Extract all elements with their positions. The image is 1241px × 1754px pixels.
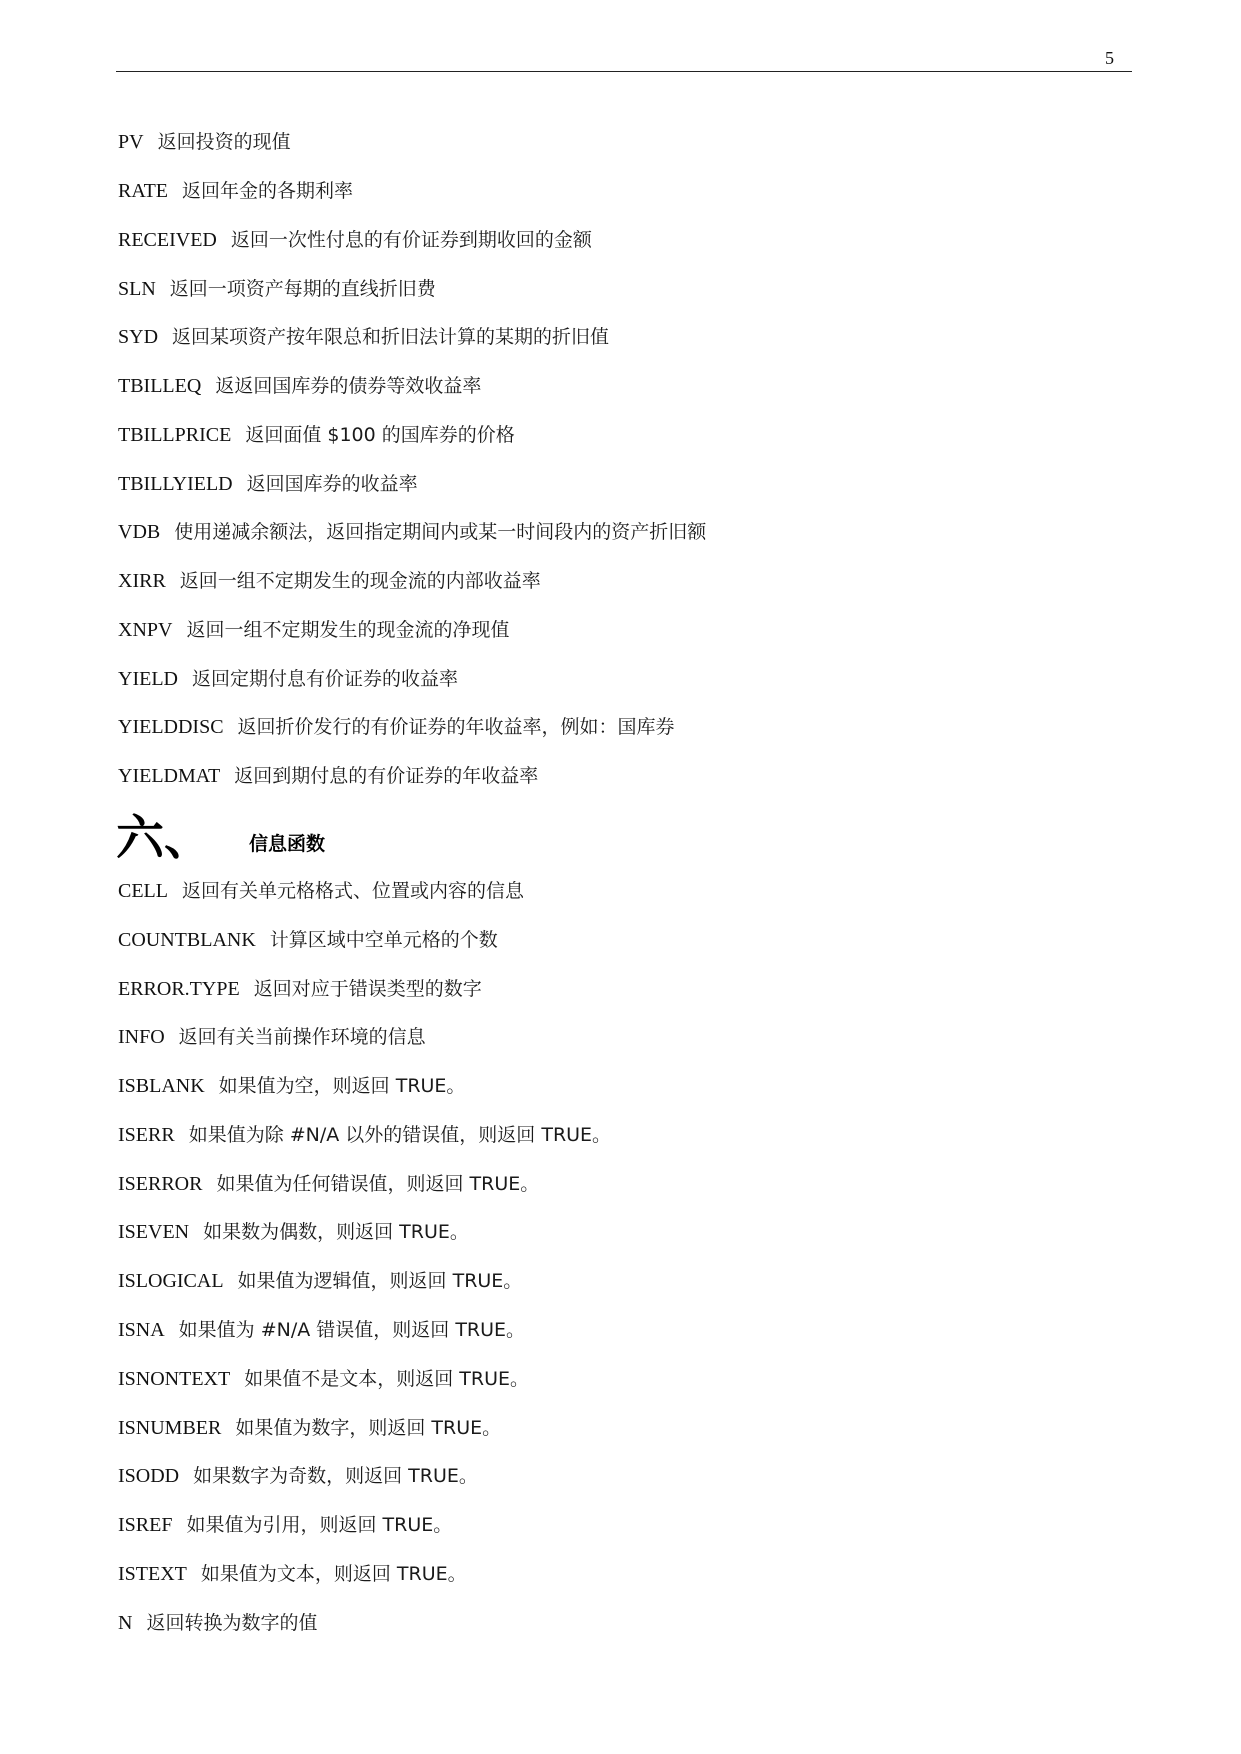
- entry-xnpv: [118, 615, 509, 645]
- entry-isna: [118, 1315, 525, 1345]
- header-rule: [116, 71, 1132, 72]
- function-description: 如果值为逻辑值，则返回 TRUE。: [237, 1270, 523, 1292]
- function-name: COUNTBLANK: [118, 929, 256, 951]
- entry-received: [118, 225, 592, 255]
- function-name: SLN: [118, 278, 156, 300]
- function-name: PV: [118, 131, 144, 153]
- function-name: INFO: [118, 1026, 165, 1048]
- function-description: 如果值为空，则返回 TRUE。: [218, 1075, 466, 1097]
- entry-countblank: [118, 925, 498, 955]
- entry-isnontext: [118, 1364, 529, 1394]
- function-description: 如果数字为奇数，则返回 TRUE。: [193, 1465, 478, 1487]
- function-description: 如果值不是文本，则返回 TRUE。: [244, 1368, 529, 1390]
- entry-istext: [118, 1559, 467, 1589]
- function-description: 如果数为偶数，则返回 TRUE。: [203, 1221, 469, 1243]
- function-name: ISERR: [118, 1124, 175, 1146]
- function-name: ISLOGICAL: [118, 1270, 224, 1292]
- function-description: 返返回国库券的债券等效收益率: [215, 375, 482, 397]
- function-description: 返回国库券的收益率: [246, 473, 418, 495]
- function-description: 返回有关单元格格式、位置或内容的信息: [182, 880, 525, 902]
- function-description: 返回有关当前操作环境的信息: [178, 1026, 426, 1048]
- entry-n: [118, 1608, 317, 1638]
- function-description: 返回年金的各期利率: [182, 180, 354, 202]
- entry-tbilleq: [118, 371, 481, 401]
- function-name: RATE: [118, 180, 168, 202]
- function-description: 如果值为文本，则返回 TRUE。: [200, 1563, 467, 1585]
- function-name: ISERROR: [118, 1173, 203, 1195]
- function-name: TBILLYIELD: [118, 473, 233, 495]
- entry-tbillprice: [118, 420, 515, 450]
- entry-sln: [118, 274, 436, 304]
- function-description: 返回一组不定期发生的现金流的内部收益率: [179, 570, 541, 592]
- entry-tbillyield: [118, 469, 418, 499]
- function-name: ISNUMBER: [118, 1417, 222, 1439]
- entry-vdb: [118, 517, 706, 547]
- function-name: ISBLANK: [118, 1075, 205, 1097]
- function-name: ISNA: [118, 1319, 165, 1341]
- function-name: XIRR: [118, 570, 166, 592]
- function-name: ISEVEN: [118, 1221, 190, 1243]
- function-description: 返回对应于错误类型的数字: [253, 978, 482, 1000]
- function-description: 如果值为数字，则返回 TRUE。: [235, 1417, 502, 1439]
- function-name: XNPV: [118, 619, 173, 641]
- function-description: 返回一次性付息的有价证券到期收回的金额: [230, 229, 592, 251]
- function-description: 返回一组不定期发生的现金流的净现值: [186, 619, 510, 641]
- function-description: 返回面值 $100 的国库券的价格: [245, 424, 515, 446]
- entry-isodd: [118, 1461, 478, 1491]
- function-name: RECEIVED: [118, 229, 217, 251]
- entry-islogical: [118, 1266, 522, 1296]
- function-description: 如果值为除 #N/A 以外的错误值，则返回 TRUE。: [188, 1124, 612, 1146]
- function-description: 返回定期付息有价证券的收益率: [191, 668, 458, 690]
- entry-rate: [118, 176, 353, 206]
- entry-iseven: [118, 1217, 469, 1247]
- entry-yieldmat: [118, 761, 538, 791]
- entry-syd: [118, 322, 609, 352]
- function-description: 返回某项资产按年限总和折旧法计算的某期的折旧值: [172, 326, 610, 348]
- entry-pv: [118, 127, 291, 157]
- function-name: ISREF: [118, 1514, 173, 1536]
- section-title: 信息函数: [249, 833, 326, 855]
- function-name: YIELDMAT: [118, 765, 221, 787]
- function-description: 计算区域中空单元格的个数: [269, 929, 498, 951]
- entry-yielddisc: [118, 712, 675, 742]
- function-name: ERROR.TYPE: [118, 978, 240, 1000]
- function-description: 如果值为引用，则返回 TRUE。: [186, 1514, 453, 1536]
- function-description: 如果值为 #N/A 错误值，则返回 TRUE。: [178, 1319, 526, 1341]
- entry-xirr: [118, 566, 541, 596]
- section-numeral: 六、: [116, 810, 213, 866]
- function-name: YIELD: [118, 668, 178, 690]
- function-name: TBILLPRICE: [118, 424, 232, 446]
- function-description: 返回一项资产每期的直线折旧费: [169, 278, 436, 300]
- entry-error-type: [118, 974, 482, 1004]
- function-description: 返回到期付息的有价证券的年收益率: [234, 765, 539, 787]
- function-name: ISODD: [118, 1465, 180, 1487]
- entry-isref: [118, 1510, 452, 1540]
- function-name: N: [118, 1612, 133, 1634]
- function-name: CELL: [118, 880, 168, 902]
- entry-isnumber: [118, 1413, 501, 1443]
- entry-yield: [118, 664, 458, 694]
- function-name: ISNONTEXT: [118, 1368, 231, 1390]
- function-description: 返回折价发行的有价证券的年收益率，例如：国库券: [237, 716, 675, 738]
- function-name: TBILLEQ: [118, 375, 202, 397]
- function-name: VDB: [118, 521, 161, 543]
- function-description: 返回投资的现值: [157, 131, 291, 153]
- function-name: YIELDDISC: [118, 716, 224, 738]
- entry-iserror: [118, 1169, 539, 1199]
- page-number: 5: [1105, 48, 1114, 68]
- function-name: ISTEXT: [118, 1563, 187, 1585]
- function-description: 返回转换为数字的值: [146, 1612, 318, 1634]
- entry-iserr: [118, 1120, 611, 1150]
- entry-isblank: [118, 1071, 465, 1101]
- function-description: 如果值为任何错误值，则返回 TRUE。: [216, 1173, 540, 1195]
- function-description: 使用递减余额法，返回指定期间内或某一时间段内的资产折旧额: [174, 521, 707, 543]
- function-name: SYD: [118, 326, 159, 348]
- entry-cell: [118, 876, 524, 906]
- entry-info: [118, 1022, 426, 1052]
